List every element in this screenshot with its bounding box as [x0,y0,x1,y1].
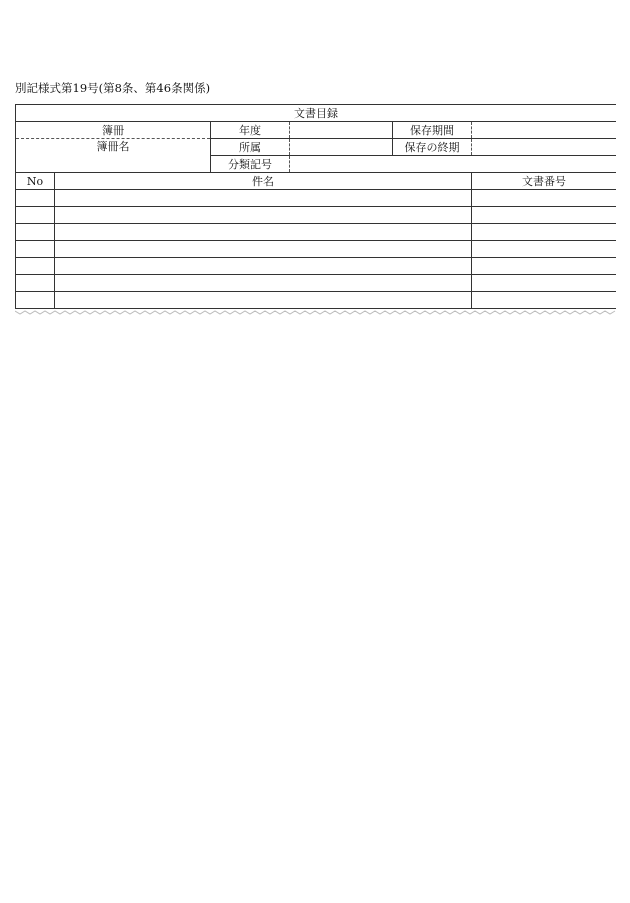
row-doc-number-cell[interactable] [472,207,617,224]
row-subject-cell[interactable] [55,275,472,292]
table-row [16,207,617,224]
row-no-cell[interactable] [16,241,55,258]
classification-field[interactable] [290,156,617,173]
table-row [16,275,617,292]
row-no-cell[interactable] [16,258,55,275]
table-row [16,241,617,258]
department-label: 所属 [211,139,290,156]
row-doc-number-cell[interactable] [472,241,617,258]
list-header-row [16,173,617,190]
book-name-label: 簿冊名 [16,139,211,173]
row-subject-cell[interactable] [55,241,472,258]
catalog-header-table [15,104,616,173]
classification-label: 分類記号 [211,156,290,173]
column-header-no: No [16,173,55,190]
column-header-subject: 件名 [55,173,472,190]
fiscal-year-field[interactable] [290,122,393,139]
form-caption: 別記様式第19号(第8条、第46条関係) [15,81,211,95]
retention-end-field[interactable] [472,139,617,156]
torn-edge-divider [15,305,616,317]
document-catalog-form [15,104,616,310]
row-doc-number-cell[interactable] [472,190,617,207]
table-row [16,258,617,275]
row-no-cell[interactable] [16,207,55,224]
row-no-cell[interactable] [16,190,55,207]
row-no-cell[interactable] [16,224,55,241]
row-subject-cell[interactable] [55,190,472,207]
row-doc-number-cell[interactable] [472,258,617,275]
row-doc-number-cell[interactable] [472,224,617,241]
row-no-cell[interactable] [16,275,55,292]
document-list-table [15,172,616,309]
retention-period-label: 保存期間 [393,122,472,139]
table-row [16,190,617,207]
retention-period-field[interactable] [472,122,617,139]
form-title: 文書目録 [16,105,617,122]
row-subject-cell[interactable] [55,224,472,241]
fiscal-year-label: 年度 [211,122,290,139]
department-field[interactable] [290,139,393,156]
row-doc-number-cell[interactable] [472,275,617,292]
table-row [16,224,617,241]
book-label: 簿冊 [16,122,211,139]
column-header-doc-number: 文書番号 [472,173,617,190]
retention-end-label: 保存の終期 [393,139,472,156]
row-subject-cell[interactable] [55,207,472,224]
row-subject-cell[interactable] [55,258,472,275]
